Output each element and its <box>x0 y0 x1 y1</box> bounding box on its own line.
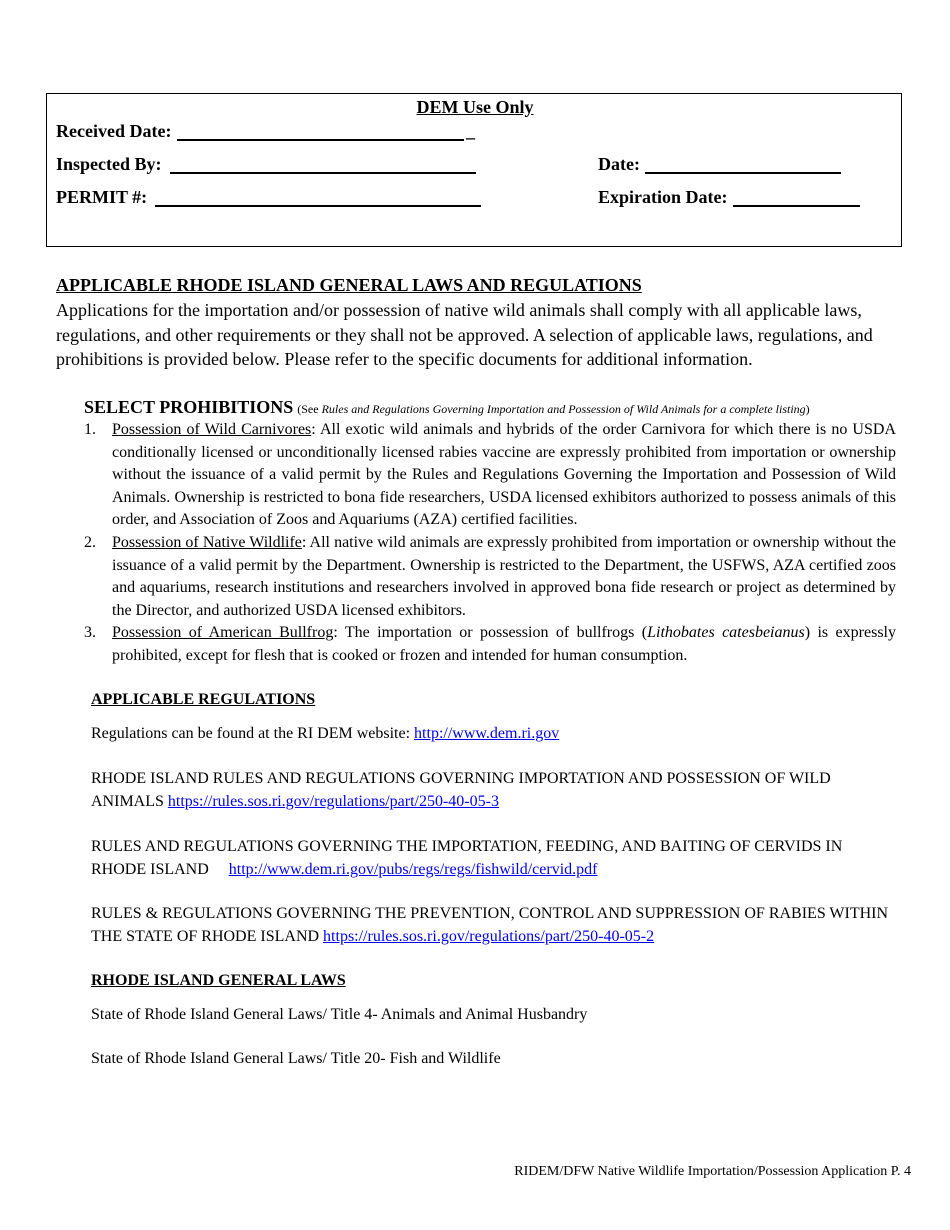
inspected-by-label: Inspected By: <box>56 154 162 174</box>
expiration-date-field[interactable] <box>733 205 860 207</box>
regulation-wild-animals <box>91 767 901 813</box>
list-item <box>84 622 896 667</box>
list-item-text-before: : The importation or possession of bullfrogs ( <box>333 624 648 642</box>
list-item-text-after: ) is expressly prohibited, except for flesh that is cooked or frozen and intended for human consumption. <box>112 624 896 664</box>
regulation-rabies <box>91 902 901 948</box>
general-law-title-20: State of Rhode Island General Laws/ Title 20- Fish and Wildlife <box>91 1050 501 1067</box>
select-prohibitions-note: (See Rules and Regulations Governing Importation and Possession of Wild Animals for a complete listing) <box>297 402 810 416</box>
list-item-title: Possession of Wild Carnivores <box>112 421 312 438</box>
regulation-wild-animals-text: RHODE ISLAND RULES AND REGULATIONS GOVERNING IMPORTATION AND POSSESSION OF WILD ANIMALS <box>91 770 831 810</box>
list-item <box>84 419 896 532</box>
regulation-cervids-link[interactable]: http://www.dem.ri.gov/pubs/regs/regs/fishwild/cervid.pdf <box>228 861 598 878</box>
general-laws-heading: RHODE ISLAND GENERAL LAWS <box>91 972 346 989</box>
date-label: Date: <box>598 154 640 174</box>
list-item <box>84 532 896 622</box>
expiration-date-label: Expiration Date: <box>598 187 728 207</box>
general-law-title-4: State of Rhode Island General Laws/ Title 4- Animals and Animal Husbandry <box>91 1006 588 1023</box>
received-date-label: Received Date: <box>56 121 172 141</box>
dem-website-link[interactable]: http://www.dem.ri.gov <box>414 725 560 742</box>
regulations-website-paragraph <box>91 722 901 745</box>
list-item-number: 3. <box>84 624 96 642</box>
list-item-title: Possession of American Bullfrog <box>112 624 334 642</box>
permit-field[interactable] <box>155 205 481 207</box>
applicable-regulations-heading: APPLICABLE REGULATIONS <box>91 691 316 708</box>
inspected-by-field[interactable] <box>170 172 476 174</box>
list-item-text: : All exotic wild animals and hybrids of the order Carnivora for which there is no USDA conditionally licensed or unconditionally licensed rabies vaccine are expressly prohibited from importation or ownership without the issuance of a valid permit by the Rules and Regulations Governing the Importation and Possession of Wild Animals. Ownership is restricted to bona fide researchers, USDA licensed exhibitors authorized to possess animals of this order, and Association of Zoos and Aquariums (AZA) certified facilities. <box>112 421 896 529</box>
laws-regulations-heading: APPLICABLE RHODE ISLAND GENERAL LAWS AND REGULATIONS <box>56 275 642 295</box>
regulations-website-text: Regulations can be found at the RI DEM website: <box>91 725 415 742</box>
received-date-field[interactable] <box>177 139 464 141</box>
regulation-rabies-text: RULES & REGULATIONS GOVERNING THE PREVENTION, CONTROL AND SUPPRESSION OF RABIES WITHIN THE STATE OF RHODE ISLAND <box>91 905 889 945</box>
list-item-number: 2. <box>84 533 96 551</box>
regulation-cervids <box>91 835 901 881</box>
received-date-trail: _ <box>466 121 475 141</box>
date-field[interactable] <box>645 172 841 174</box>
list-item-text: : All native wild animals are expressly prohibited from importation or ownership without the issuance of a valid permit by the Department. Ownership is restricted to the Department, the USFWS, AZA certified zoos and aquariums, research institutions and researchers involved in approved bona fide research or project as determined by the Director, and authorized USDA licensed exhibitors. <box>112 533 897 619</box>
prohibitions-list <box>84 419 896 668</box>
regulation-rabies-link[interactable]: https://rules.sos.ri.gov/regulations/part/250-40-05-2 <box>323 928 655 945</box>
list-item-title: Possession of Native Wildlife <box>112 533 302 551</box>
select-prohibitions-heading <box>84 397 810 418</box>
laws-intro-paragraph: Applications for the importation and/or possession of native wild animals shall comply with all applicable laws, regulations, and other requirements or they shall not be approved. A selection of applicable laws, regulations, and prohibitions is provided below. Please refer to the specific documents for additional information. <box>56 300 873 369</box>
permit-label: PERMIT #: <box>56 187 148 207</box>
list-item-italic: Lithobates catesbeianus <box>647 624 805 642</box>
list-item-number: 1. <box>84 421 96 438</box>
page-footer: RIDEM/DFW Native Wildlife Importation/Possession Application P. 4 <box>514 1164 911 1179</box>
dem-use-only-title: DEM Use Only <box>416 97 534 117</box>
regulation-wild-animals-link[interactable]: https://rules.sos.ri.gov/regulations/part/250-40-05-3 <box>167 793 499 810</box>
regulation-cervids-text: RULES AND REGULATIONS GOVERNING THE IMPORTATION, FEEDING, AND BAITING OF CERVIDS IN RHODE ISLAND <box>91 838 843 878</box>
select-prohibitions-title: SELECT PROHIBITIONS <box>84 397 294 417</box>
